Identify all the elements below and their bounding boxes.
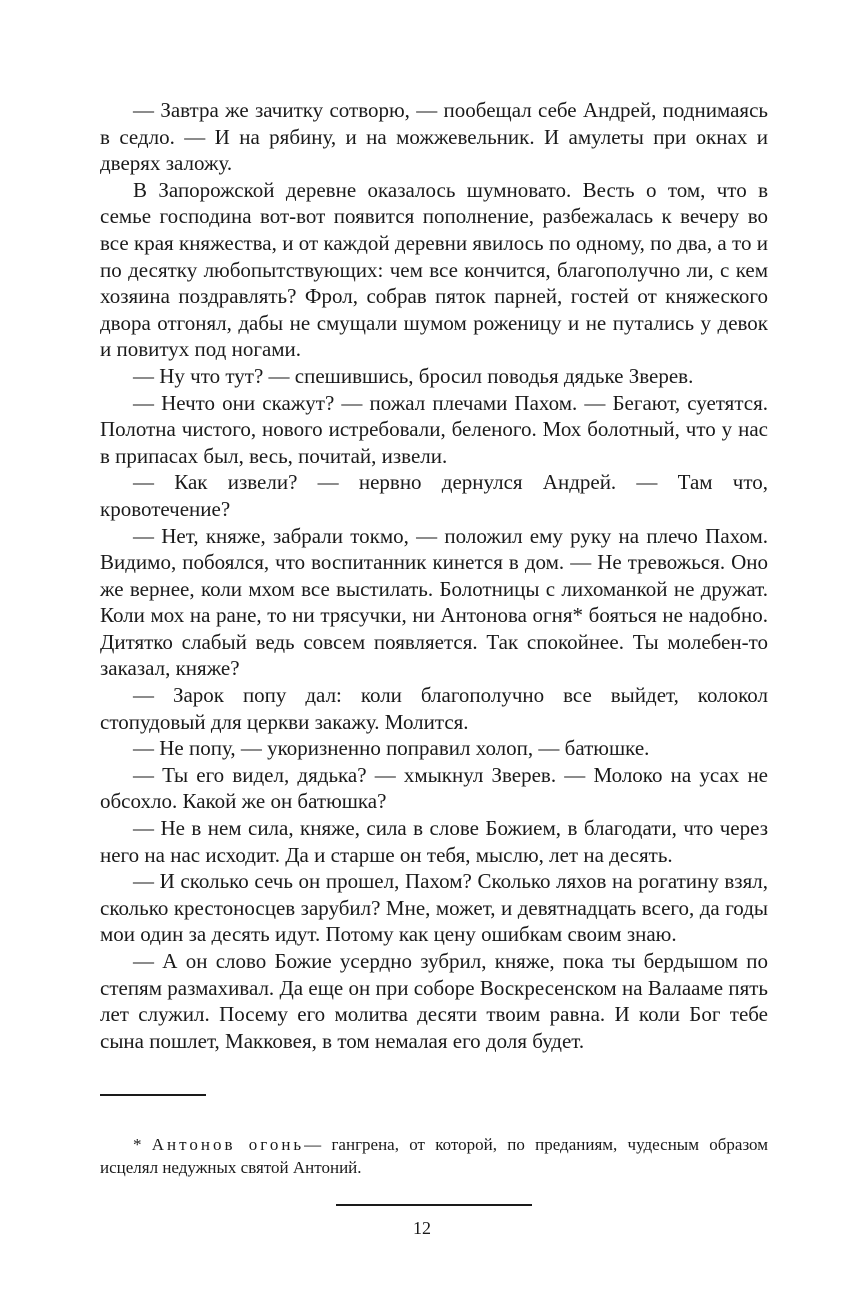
page-number: 12 bbox=[413, 1218, 431, 1238]
footnote-divider bbox=[100, 1094, 206, 1096]
paragraph-2: В Запорожской деревне оказалось шумновато. Весть о том, что в семье господина вот-вот появится пополнение, разбежалась к вечеру во все края княжества, и от каждой деревни явилось по одному, по два, а то и по десятку любопытствующих: чем все кончится, благополучно ли, с кем хозяина поздравлять? Фрол, собрав пяток парней, гостей от княжеского двора отгонял, дабы не смущали шумом роженицу и не путались у девок и повитух под ногами. bbox=[100, 177, 768, 362]
paragraph-7: — Зарок попу дал: коли благополучно все выйдет, колокол стопудовый для церкви закажу. Молится. bbox=[100, 683, 768, 734]
paragraph-1: — Завтра же зачитку сотворю, — пообещал себе Андрей, поднимаясь в седло. — И на рябину, и на можжевельник. И амулеты при окнах и дверях заложу. bbox=[100, 98, 768, 176]
paragraph-6: — Нет, княже, забрали токмо, — положил ему руку на плечо Пахом. Видимо, побоялся, что воспитанник кинется в дом. — Не тревожься. Оно же вернее, коли мхом все выстилать. Болотницы с лихоманкой не дружат. Коли мох на ране, то ни трясучки, ни Антонова огня* бояться не надобно. Дитятко слабый ведь совсем появляется. Так спокойнее. Ты молебен-то заказал, княже? bbox=[100, 523, 768, 681]
paragraph-12: — А он слово Божие усердно зубрил, княже, пока ты бердышом по степям размахивал. Да еще он при соборе Воскресенском на Валааме пять лет служил. Посему его молитва десяти твоим равна. И коли Бог тебе сына пошлет, Макковея, в том немалая его доля будет. bbox=[100, 949, 768, 1053]
footnote-marker: * bbox=[133, 1135, 152, 1154]
page-body bbox=[100, 97, 768, 1054]
page-number-rule bbox=[336, 1204, 532, 1206]
paragraph-10: — Не в нем сила, княже, сила в слове Божием, в благодати, что через него на нас исходит. Да и старше он тебя, мыслю, лет на десять. bbox=[100, 816, 768, 867]
paragraph-8: — Не попу, — укоризненно поправил холоп, — батюшке. bbox=[133, 736, 650, 761]
footnote-text: — гангрена, от которой, по преданиям, чудесным образом исцелял недужных святой Антоний. bbox=[100, 1135, 768, 1177]
paragraph-4: — Нечто они скажут? — пожал плечами Пахом. — Бегают, суетятся. Полотна чистого, нового истребовали, беленого. Мох болотный, что у нас в припасах был, весь, почитай, извели. bbox=[100, 390, 768, 468]
paragraph-9: — Ты его видел, дядька? — хмыкнул Зверев. — Молоко на усах не обсохло. Какой же он батюшка? bbox=[100, 762, 768, 814]
paragraph-5: — Как извели? — нервно дернулся Андрей. — Там что, кровотечение? bbox=[100, 470, 768, 521]
footnote-term: Антонов огонь bbox=[151, 1135, 305, 1154]
paragraph-3: — Ну что тут? — спешившись, бросил поводья дядьке Зверев. bbox=[133, 363, 694, 388]
footnote bbox=[100, 1134, 768, 1179]
paragraph-11: — И сколько сечь он прошел, Пахом? Сколько ляхов на рогатину взял, сколько крестоносцев зарубил? Мне, может, и девятнадцать всего, да годы мои один за десять идут. Потому как цену ошибкам своим знаю. bbox=[100, 869, 768, 947]
